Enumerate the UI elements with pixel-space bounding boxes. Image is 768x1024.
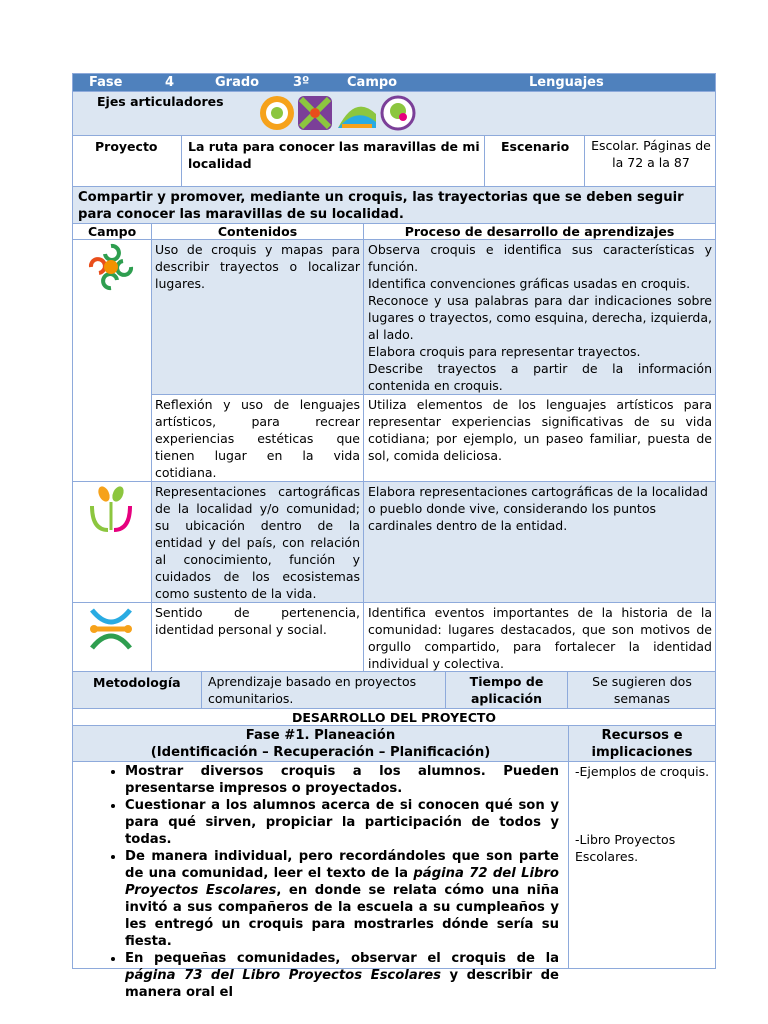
contenidos-header: Contenidos — [217, 224, 298, 239]
proceso-1: Observa croquis e identifica sus características y función. Identifica convenciones gráficas usadas en croquis. Reconoce y usa palabras para dar indicaciones sobre lugares o trayectos, como esquina, derecha, izquierda, al lado. Elabora croquis para representar trayectos. Describe trayectos a partir de la información contenida en croquis. — [368, 242, 712, 393]
proyecto-title: La ruta para conocer las maravillas de mi localidad — [188, 139, 480, 171]
proceso-2: Utiliza elementos de los lenguajes artísticos para representar experiencias significativas de su vida cotidiana; por ejemplo, un paseo familiar, puesta de sol, comida deliciosa. — [368, 397, 712, 463]
contenido-cell-1 — [151, 239, 364, 395]
actividades-list — [73, 763, 559, 1001]
proceso-header-cell — [363, 223, 716, 240]
proyecto-title-cell — [181, 135, 485, 187]
proceso-header: Proceso de desarrollo de aprendizajes — [404, 224, 675, 239]
proceso-cell-3 — [363, 481, 716, 603]
campo-value: Lenguajes — [529, 75, 604, 90]
metodologia-value-cell — [201, 671, 446, 709]
proceso-cell-4 — [363, 602, 716, 672]
fase1-header-cell — [72, 725, 569, 762]
contenido-cell-3 — [151, 481, 364, 603]
recursos-cell — [568, 761, 716, 969]
metodologia-label-cell — [72, 671, 202, 709]
escenario-label-cell — [484, 135, 585, 187]
metodologia-label: Metodología — [93, 675, 181, 690]
actividad-3: • De manera individual, pero recordándoles que son parte de una comunidad, leer el texto de la página 72 del Libro Proyectos Escolares, en donde se relata cómo una niña invitó a sus compañeros de la escuela a su cumpleaños y les entregó un croquis para mostrarles dónde sería su fiesta. — [125, 848, 559, 950]
campo-header-cell — [72, 223, 152, 240]
campo-saberes-cell — [72, 481, 152, 603]
proceso-cell-2 — [363, 394, 716, 482]
actividad-2: • Cuestionar a los alumnos acerca de si conocen qué son y para qué sirven, propiciar la participación de todos y todas. — [125, 797, 559, 848]
tiempo-label: Tiempo de aplicación — [469, 674, 544, 706]
escenario-value: Escolar. Páginas de la 72 a la 87 — [591, 138, 711, 170]
metodologia-value: Aprendizaje basado en proyectos comunitarios. — [208, 674, 417, 706]
campo-label: Campo — [347, 75, 398, 90]
grado-value: 3º — [293, 75, 310, 90]
proceso-4: Identifica eventos importantes de la historia de la comunidad: lugares destacados, que son motivos de orgullo compartido, para fortalecer la identidad individual y colectiva. — [368, 605, 712, 671]
eje-interculturalidad-icon — [338, 107, 376, 128]
eje-artes-icon — [382, 97, 414, 129]
campo-etica-cell — [72, 602, 152, 672]
escenario-label: Escenario — [501, 139, 570, 154]
grado-label: Grado — [215, 75, 260, 90]
fase1-subtitle: (Identificación – Recuperación – Planificación) — [150, 745, 491, 760]
objetivo-text: Compartir y promover, mediante un croquis, las trayectorias que se deben seguir para conocer las maravillas de su localidad. — [78, 190, 684, 222]
header-bar — [72, 73, 716, 92]
ejes-label: Ejes articuladores — [97, 94, 224, 109]
contenido-1: Uso de croquis y mapas para describir trayectos o localizar lugares. — [155, 242, 360, 291]
contenido-3: Representaciones cartográficas de la localidad y/o comunidad; su ubicación dentro de la entidad y del país, con relación al conocimiento, función y cuidados de los ecosistemas como sustento de la vida. — [155, 484, 360, 601]
fase1-title: Fase #1. Planeación — [245, 728, 396, 743]
tiempo-value: Se sugieren dos semanas — [592, 674, 692, 706]
recurso-1: -Ejemplos de croquis. — [575, 764, 710, 779]
ejes-row — [72, 91, 716, 136]
recursos-label: Recursos e implicaciones — [591, 728, 693, 760]
proceso-3: Elabora representaciones cartográficas de la localidad o pueblo donde vive, considerando los puntos cardinales dentro de la entidad. — [368, 484, 708, 533]
escenario-value-cell — [584, 135, 716, 187]
recursos-header-cell — [568, 725, 716, 762]
contenidos-header-cell — [151, 223, 364, 240]
desarrollo-title: DESARROLLO DEL PROYECTO — [291, 710, 497, 725]
saberes-icon — [86, 484, 136, 536]
recurso-2: -Libro Proyectos Escolares. — [575, 832, 676, 864]
fase-label: Fase — [89, 75, 123, 90]
campo-header: Campo — [88, 224, 137, 239]
tiempo-value-cell — [567, 671, 716, 709]
desarrollo-title-cell — [72, 708, 716, 726]
actividades-cell — [72, 761, 569, 1000]
proyecto-label-cell — [72, 135, 182, 187]
actividad-4: • En pequeñas comunidades, observar el croquis de la página 73 del Libro Proyectos Escolares y describir de manera oral el — [125, 950, 559, 1001]
fase-value: 4 — [165, 75, 175, 90]
eje-pensamiento-critico-icon — [298, 96, 332, 130]
ejes-icons — [258, 94, 420, 132]
eje-inclusion-icon — [260, 96, 294, 130]
contenido-2: Reflexión y uso de lenguajes artísticos, para recrear experiencias estéticas que tienen lugar en la vida cotidiana. — [155, 397, 360, 480]
objetivo-row — [72, 186, 716, 224]
actividad-1: • Mostrar diversos croquis a los alumnos. Pueden presentarse impresos o proyectados. — [125, 763, 559, 797]
contenido-cell-2 — [151, 394, 364, 482]
proceso-cell-1 — [363, 239, 716, 395]
campo-lenguajes-cell — [72, 239, 152, 482]
contenido-4: Sentido de pertenencia, identidad personal y social. — [155, 605, 360, 637]
etica-icon — [86, 604, 136, 654]
proyecto-label: Proyecto — [95, 139, 158, 154]
tiempo-label-cell — [445, 671, 568, 709]
contenido-cell-4 — [151, 602, 364, 672]
lenguajes-icon — [86, 242, 136, 292]
